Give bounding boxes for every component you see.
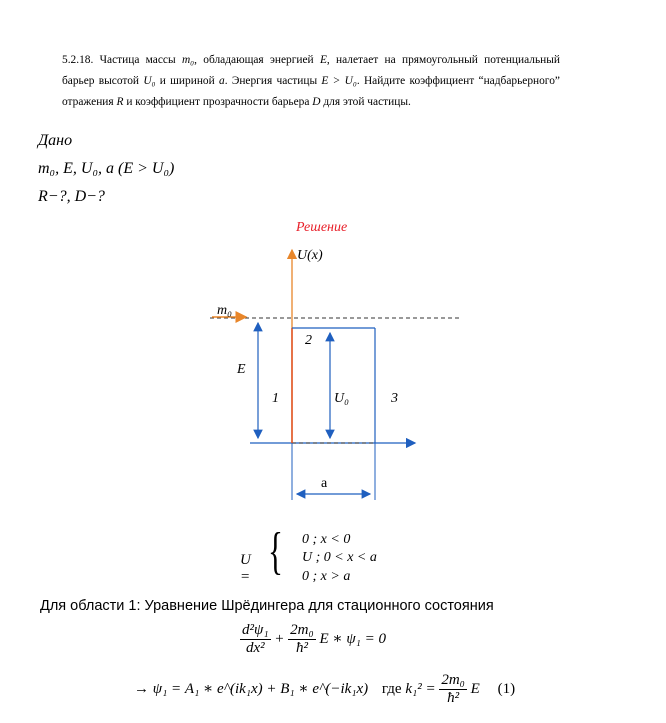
problem-energy: E <box>319 54 327 66</box>
piecewise-row-3: 0 ; x > a <box>302 569 351 584</box>
eq2-fraction <box>439 672 467 707</box>
problem-text-g: и коэффициент прозрачности барьера <box>126 96 310 108</box>
barrier-height-label: U₀ <box>334 391 349 406</box>
piecewise-brace: { <box>268 523 283 580</box>
region-1-text: Для области 1: Уравнение Шрёдингера для стационного состояния <box>40 598 494 614</box>
given-heading: Дано <box>38 132 73 149</box>
problem-number: 5.2.18. <box>62 54 94 66</box>
eq2-lhs: → ψ₁ = A₁ ∗ e^(ik₁x) + B₁ ∗ e^(−ik₁x) <box>134 680 369 697</box>
problem-text-b: , обладающая энергией <box>194 54 314 66</box>
u-axis-label: U(x) <box>297 248 323 263</box>
problem-text-h: для этой частицы. <box>323 96 411 108</box>
region-1-label: 1 <box>272 391 279 406</box>
eq1-fraction-2 <box>288 622 316 657</box>
eq1-tail: E ∗ ψ₁ = 0 <box>319 630 386 647</box>
solution-title: Решение <box>296 220 348 235</box>
eq2-number: (1) <box>497 680 516 697</box>
eq2-den: ħ² <box>447 690 460 706</box>
eq1-num2: 2m₀ <box>290 622 314 638</box>
problem-D: D <box>312 96 321 108</box>
problem-text-e: . Энергия частицы <box>224 75 318 87</box>
problem-mass: m₀ <box>181 54 195 66</box>
region-2-label: 2 <box>305 333 312 348</box>
eq1-plus: + <box>274 630 285 647</box>
eq2-k: k₁² = <box>405 680 436 697</box>
problem-text-f: . Найдите коэффициент “надбарьерного” отражения <box>62 75 560 108</box>
problem-condition: E > U₀ <box>321 75 357 87</box>
eq1-fraction-1 <box>240 622 271 657</box>
given-line-1: m₀, E, U₀, a (E > U₀) <box>38 160 175 177</box>
schrodinger-equation <box>240 622 386 657</box>
problem-text-d: и шириной <box>159 75 215 87</box>
eq1-num: d²ψ₁ <box>242 622 269 638</box>
eq1-den: dx² <box>245 640 265 656</box>
given-line-2: R−?, D−? <box>38 188 105 205</box>
eq2-E: E <box>470 680 480 697</box>
wavefunction-equation <box>134 672 515 707</box>
eq2-num: 2m₀ <box>441 672 465 688</box>
eq2-where: где <box>381 680 402 697</box>
problem-height: U₀ <box>143 75 156 87</box>
piecewise-lhs: U = <box>240 552 251 585</box>
problem-text-c: , налетает на прямоугольный потенциальный барьер высотой <box>62 54 560 87</box>
problem-text-a: Частица массы <box>99 54 176 66</box>
mass-label: m₀ <box>217 303 232 318</box>
piecewise-row-1: 0 ; x < 0 <box>302 532 351 547</box>
energy-label: E <box>237 362 246 377</box>
problem-width: a <box>218 75 225 87</box>
problem-R: R <box>116 96 124 108</box>
region-3-label: 3 <box>391 391 398 406</box>
eq1-den2: ħ² <box>295 640 308 656</box>
width-label: a <box>321 476 328 491</box>
piecewise-row-2: U ; 0 < x < a <box>302 550 377 565</box>
